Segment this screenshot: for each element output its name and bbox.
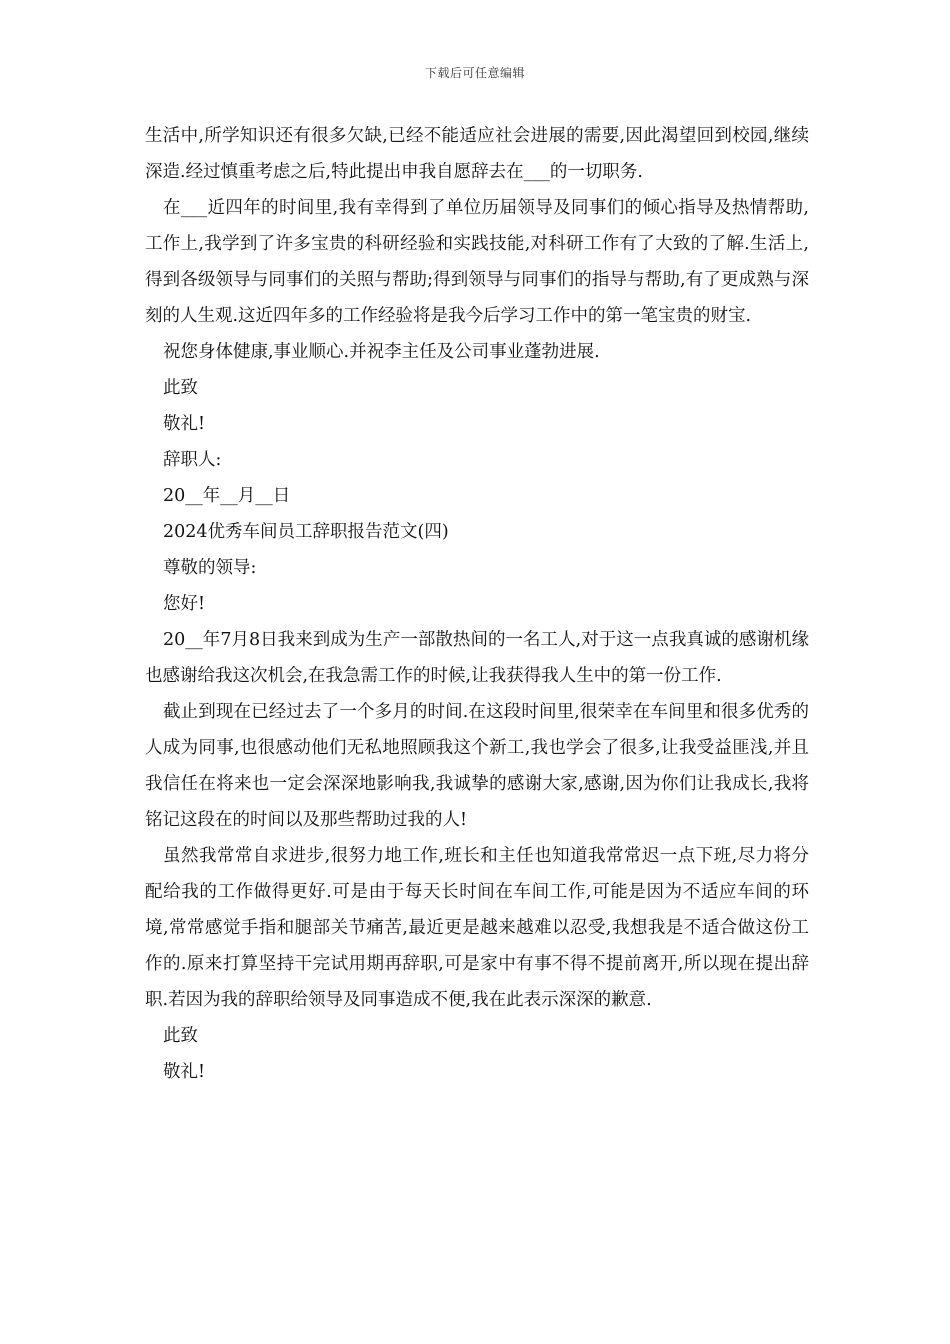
page-header-note: 下载后可任意编辑: [424, 66, 525, 80]
date-line: 20__年__月__日: [163, 486, 291, 506]
paragraph: 生活中,所学知识还有很多欠缺,已经不能适应社会进展的需要,因此渴望回到校园,继续深造.经过慎重考虑之后,特此提出申我自愿辞去在___的一切职务.: [145, 126, 809, 182]
paragraph: 20__年7月8日我来到成为生产一部散热间的一名工人,对于这一点我真诚的感谢机缘也感谢给我这次机会,在我急需工作的时候,让我获得我人生中的第一份工作.: [145, 630, 809, 686]
section-title: 2024优秀车间员工辞职报告范文(四): [163, 522, 449, 542]
paragraph: 截止到现在已经过去了一个多月的时间.在这段时间里,很荣幸在车间里和很多优秀的人成为同事,也很感动他们无私地照顾我这个新工,我也学会了很多,让我受益匪浅,并且我信任在将来也一定会深深地影响我,我诚挚的感谢大家,感谢,因为你们让我成长,我将铭记这段在的时间以及那些帮助过我的人!: [145, 702, 809, 830]
greeting: 您好!: [163, 594, 206, 614]
document-body: [145, 118, 809, 1090]
closing-line: 此致: [163, 378, 198, 398]
paragraph: 在___近四年的时间里,我有幸得到了单位历届领导及同事们的倾心指导及热情帮助,工作上,我学到了许多宝贵的科研经验和实践技能,对科研工作有了大致的了解.生活上,得到各级领导与同事们的关照与帮助;得到领导与同事们的指导与帮助,有了更成熟与深刻的人生观.这近四年多的工作经验将是我今后学习工作中的第一笔宝贵的财宝.: [145, 198, 809, 326]
closing-salute: 敬礼!: [163, 1062, 206, 1082]
closing-salute: 敬礼!: [163, 414, 206, 434]
signature-label: 辞职人:: [163, 450, 222, 470]
paragraph: 虽然我常常自求进步,很努力地工作,班长和主任也知道我常常迟一点下班,尽力将分配给我的工作做得更好.可是由于每天长时间在车间工作,可能是因为不适应车间的环境,常常感觉手指和腿部关节痛苦,最近更是越来越难以忍受,我想我是不适合做这份工作的.原来打算坚持干完试用期再辞职,可是家中有事不得不提前离开,所以现在提出辞职.若因为我的辞职给领导及同事造成不便,我在此表示深深的歉意.: [145, 846, 809, 1010]
salutation: 尊敬的领导:: [163, 558, 257, 578]
paragraph: 祝您身体健康,事业顺心.并祝李主任及公司事业蓬勃进展.: [163, 342, 600, 362]
closing-line: 此致: [163, 1026, 198, 1046]
